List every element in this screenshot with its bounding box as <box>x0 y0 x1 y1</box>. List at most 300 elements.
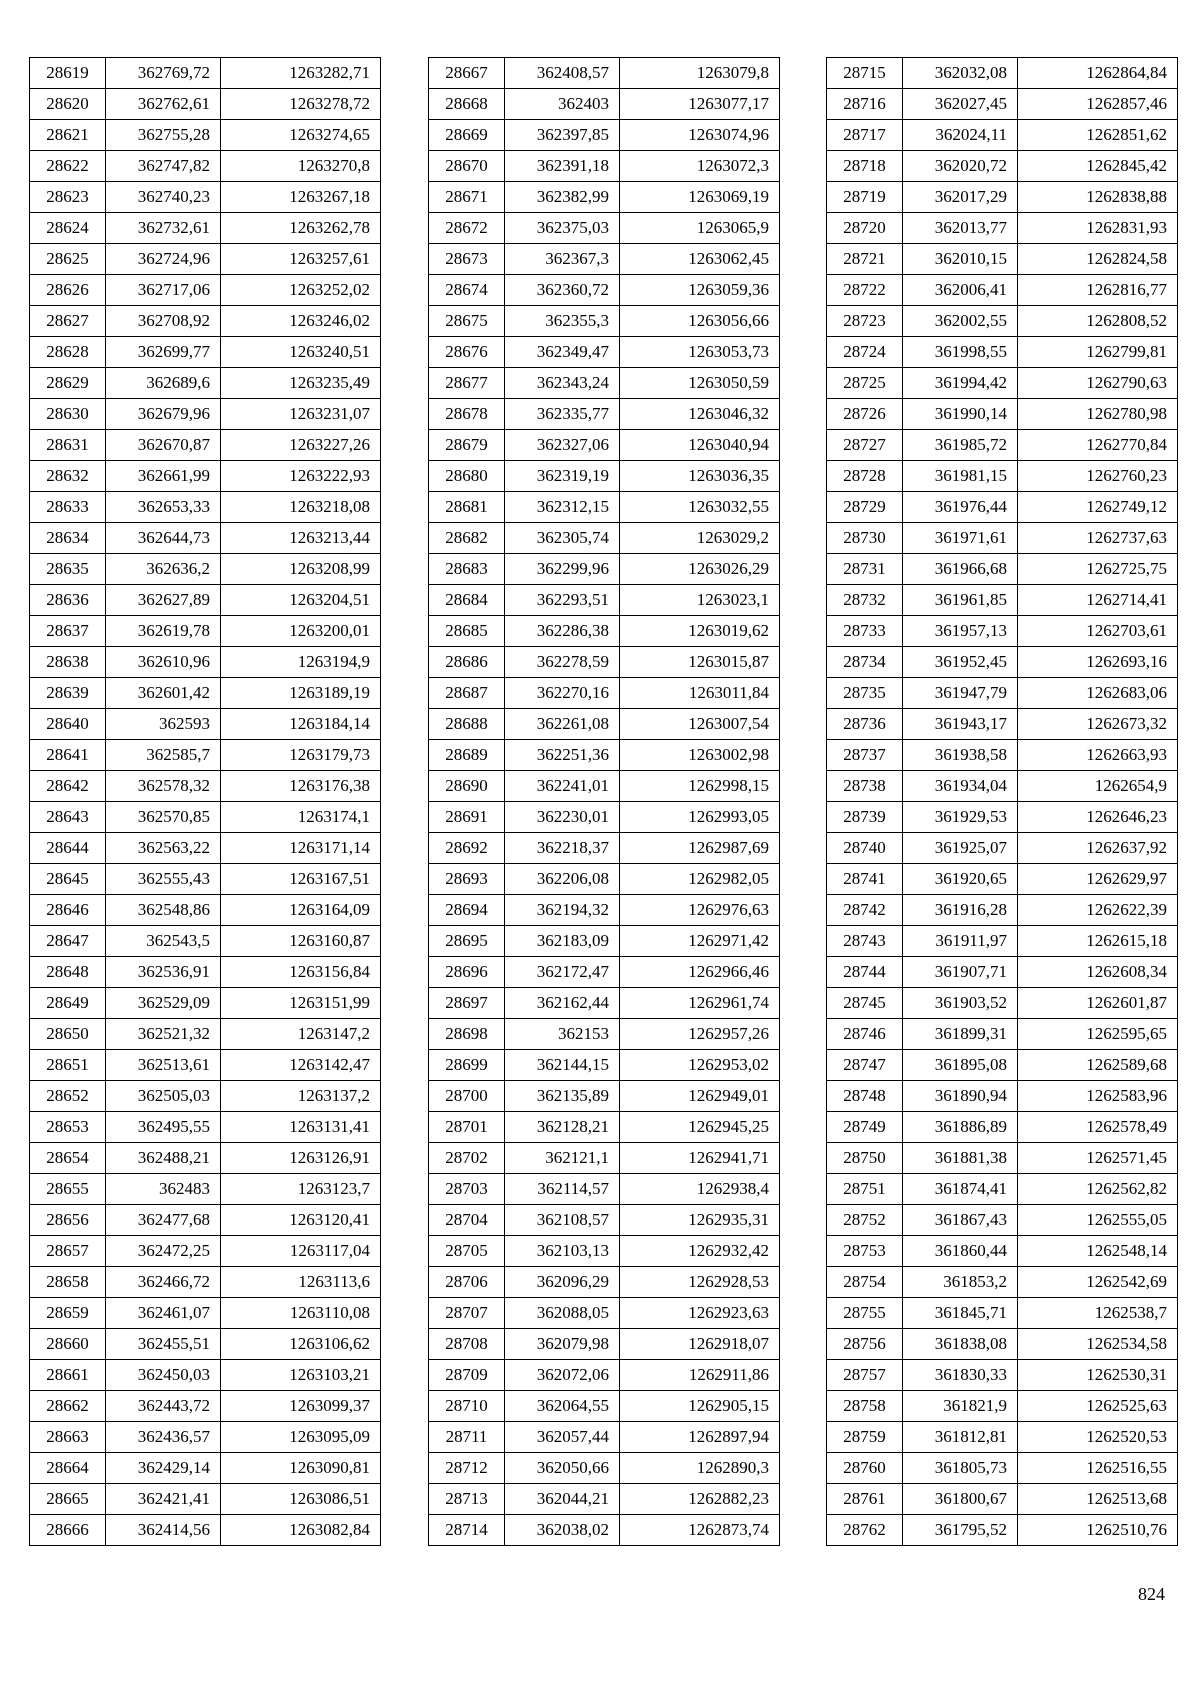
table-row <box>429 1050 780 1081</box>
x-coordinate-cell: 362172,47 <box>505 957 620 988</box>
x-coordinate-cell: 362610,96 <box>106 647 221 678</box>
x-coordinate-cell: 362555,43 <box>106 864 221 895</box>
x-coordinate-cell: 362020,72 <box>903 151 1018 182</box>
y-coordinate-cell: 1262555,05 <box>1018 1205 1178 1236</box>
x-coordinate-cell: 362548,86 <box>106 895 221 926</box>
table-row <box>827 957 1178 988</box>
table-row <box>30 1453 381 1484</box>
y-coordinate-cell: 1263117,04 <box>221 1236 381 1267</box>
y-coordinate-cell: 1262548,14 <box>1018 1236 1178 1267</box>
x-coordinate-cell: 362689,6 <box>106 368 221 399</box>
point-number-cell: 28736 <box>827 709 903 740</box>
point-number-cell: 28719 <box>827 182 903 213</box>
table-row <box>429 1329 780 1360</box>
table-row <box>30 926 381 957</box>
point-number-cell: 28746 <box>827 1019 903 1050</box>
point-number-cell: 28696 <box>429 957 505 988</box>
table-row <box>827 430 1178 461</box>
x-coordinate-cell: 362343,24 <box>505 368 620 399</box>
y-coordinate-cell: 1263123,7 <box>221 1174 381 1205</box>
table-row <box>30 244 381 275</box>
y-coordinate-cell: 1262949,01 <box>620 1081 780 1112</box>
x-coordinate-cell: 361821,9 <box>903 1391 1018 1422</box>
x-coordinate-cell: 362114,57 <box>505 1174 620 1205</box>
table-row <box>429 926 780 957</box>
y-coordinate-cell: 1262976,63 <box>620 895 780 926</box>
table-row <box>827 213 1178 244</box>
table-row <box>827 1205 1178 1236</box>
table-row <box>429 1019 780 1050</box>
point-number-cell: 28670 <box>429 151 505 182</box>
table-row <box>827 182 1178 213</box>
x-coordinate-cell: 361925,07 <box>903 833 1018 864</box>
table-row <box>827 244 1178 275</box>
point-number-cell: 28689 <box>429 740 505 771</box>
table-row <box>827 461 1178 492</box>
point-number-cell: 28741 <box>827 864 903 895</box>
x-coordinate-cell: 362017,29 <box>903 182 1018 213</box>
y-coordinate-cell: 1263110,08 <box>221 1298 381 1329</box>
x-coordinate-cell: 361860,44 <box>903 1236 1018 1267</box>
table-row <box>827 771 1178 802</box>
point-number-cell: 28622 <box>30 151 106 182</box>
x-coordinate-cell: 361805,73 <box>903 1453 1018 1484</box>
x-coordinate-cell: 362162,44 <box>505 988 620 1019</box>
x-coordinate-cell: 362044,21 <box>505 1484 620 1515</box>
table-row <box>429 523 780 554</box>
table-row <box>30 1174 381 1205</box>
y-coordinate-cell: 1262513,68 <box>1018 1484 1178 1515</box>
point-number-cell: 28728 <box>827 461 903 492</box>
y-coordinate-cell: 1263252,02 <box>221 275 381 306</box>
point-number-cell: 28627 <box>30 306 106 337</box>
table-row <box>827 926 1178 957</box>
y-coordinate-cell: 1263120,41 <box>221 1205 381 1236</box>
x-coordinate-cell: 362563,22 <box>106 833 221 864</box>
y-coordinate-cell: 1263235,49 <box>221 368 381 399</box>
y-coordinate-cell: 1262663,93 <box>1018 740 1178 771</box>
x-coordinate-cell: 361853,2 <box>903 1267 1018 1298</box>
x-coordinate-cell: 361966,68 <box>903 554 1018 585</box>
point-number-cell: 28760 <box>827 1453 903 1484</box>
point-number-cell: 28663 <box>30 1422 106 1453</box>
table-row <box>827 802 1178 833</box>
table-row <box>30 1360 381 1391</box>
x-coordinate-cell: 362128,21 <box>505 1112 620 1143</box>
x-coordinate-cell: 362505,03 <box>106 1081 221 1112</box>
x-coordinate-cell: 361994,42 <box>903 368 1018 399</box>
y-coordinate-cell: 1262703,61 <box>1018 616 1178 647</box>
table-row <box>827 709 1178 740</box>
y-coordinate-cell: 1262770,84 <box>1018 430 1178 461</box>
point-number-cell: 28745 <box>827 988 903 1019</box>
table-row <box>30 337 381 368</box>
y-coordinate-cell: 1262993,05 <box>620 802 780 833</box>
point-number-cell: 28732 <box>827 585 903 616</box>
point-number-cell: 28661 <box>30 1360 106 1391</box>
x-coordinate-cell: 362057,44 <box>505 1422 620 1453</box>
point-number-cell: 28754 <box>827 1267 903 1298</box>
y-coordinate-cell: 1262615,18 <box>1018 926 1178 957</box>
point-number-cell: 28715 <box>827 58 903 89</box>
y-coordinate-cell: 1263036,35 <box>620 461 780 492</box>
table-row <box>429 1205 780 1236</box>
x-coordinate-cell: 362038,02 <box>505 1515 620 1546</box>
x-coordinate-cell: 362578,32 <box>106 771 221 802</box>
x-coordinate-cell: 362414,56 <box>106 1515 221 1546</box>
table-row <box>429 802 780 833</box>
table-row <box>429 1360 780 1391</box>
table-row <box>30 802 381 833</box>
x-coordinate-cell: 362732,61 <box>106 213 221 244</box>
y-coordinate-cell: 1263137,2 <box>221 1081 381 1112</box>
x-coordinate-cell: 361929,53 <box>903 802 1018 833</box>
x-coordinate-cell: 362543,5 <box>106 926 221 957</box>
table-row <box>30 1391 381 1422</box>
x-coordinate-cell: 362251,36 <box>505 740 620 771</box>
y-coordinate-cell: 1263029,2 <box>620 523 780 554</box>
y-coordinate-cell: 1262760,23 <box>1018 461 1178 492</box>
point-number-cell: 28649 <box>30 988 106 1019</box>
point-number-cell: 28651 <box>30 1050 106 1081</box>
point-number-cell: 28757 <box>827 1360 903 1391</box>
y-coordinate-cell: 1263007,54 <box>620 709 780 740</box>
point-number-cell: 28749 <box>827 1112 903 1143</box>
table-row <box>827 1112 1178 1143</box>
x-coordinate-cell: 362153 <box>505 1019 620 1050</box>
y-coordinate-cell: 1262882,23 <box>620 1484 780 1515</box>
table-row <box>827 1484 1178 1515</box>
x-coordinate-cell: 362218,37 <box>505 833 620 864</box>
coordinate-table-1 <box>29 57 381 1546</box>
x-coordinate-cell: 362466,72 <box>106 1267 221 1298</box>
y-coordinate-cell: 1263167,51 <box>221 864 381 895</box>
x-coordinate-cell: 362103,13 <box>505 1236 620 1267</box>
point-number-cell: 28699 <box>429 1050 505 1081</box>
table-row <box>827 1453 1178 1484</box>
point-number-cell: 28729 <box>827 492 903 523</box>
point-number-cell: 28685 <box>429 616 505 647</box>
y-coordinate-cell: 1263023,1 <box>620 585 780 616</box>
table-row <box>429 1484 780 1515</box>
y-coordinate-cell: 1262918,07 <box>620 1329 780 1360</box>
point-number-cell: 28684 <box>429 585 505 616</box>
x-coordinate-cell: 362367,3 <box>505 244 620 275</box>
y-coordinate-cell: 1263184,14 <box>221 709 381 740</box>
y-coordinate-cell: 1263270,8 <box>221 151 381 182</box>
table-row <box>30 182 381 213</box>
y-coordinate-cell: 1262923,63 <box>620 1298 780 1329</box>
y-coordinate-cell: 1262510,76 <box>1018 1515 1178 1546</box>
y-coordinate-cell: 1263262,78 <box>221 213 381 244</box>
table-row <box>429 1112 780 1143</box>
y-coordinate-cell: 1263002,98 <box>620 740 780 771</box>
x-coordinate-cell: 361800,67 <box>903 1484 1018 1515</box>
table-row <box>429 275 780 306</box>
table-row <box>30 957 381 988</box>
point-number-cell: 28668 <box>429 89 505 120</box>
x-coordinate-cell: 361952,45 <box>903 647 1018 678</box>
y-coordinate-cell: 1262601,87 <box>1018 988 1178 1019</box>
table-row <box>30 740 381 771</box>
y-coordinate-cell: 1263074,96 <box>620 120 780 151</box>
point-number-cell: 28693 <box>429 864 505 895</box>
table-row <box>429 957 780 988</box>
point-number-cell: 28753 <box>827 1236 903 1267</box>
table-row <box>30 1112 381 1143</box>
y-coordinate-cell: 1262749,12 <box>1018 492 1178 523</box>
point-number-cell: 28737 <box>827 740 903 771</box>
table-row <box>30 1081 381 1112</box>
table-row <box>429 678 780 709</box>
table-row <box>429 864 780 895</box>
table-row <box>827 895 1178 926</box>
y-coordinate-cell: 1263204,51 <box>221 585 381 616</box>
x-coordinate-cell: 361845,71 <box>903 1298 1018 1329</box>
table-row <box>429 1267 780 1298</box>
x-coordinate-cell: 362472,25 <box>106 1236 221 1267</box>
x-coordinate-cell: 362627,89 <box>106 585 221 616</box>
y-coordinate-cell: 1263056,66 <box>620 306 780 337</box>
point-number-cell: 28637 <box>30 616 106 647</box>
x-coordinate-cell: 362477,68 <box>106 1205 221 1236</box>
y-coordinate-cell: 1263059,36 <box>620 275 780 306</box>
point-number-cell: 28647 <box>30 926 106 957</box>
table-row <box>827 1081 1178 1112</box>
point-number-cell: 28714 <box>429 1515 505 1546</box>
table-row <box>827 1143 1178 1174</box>
point-number-cell: 28626 <box>30 275 106 306</box>
table-row <box>827 1515 1178 1546</box>
table-row <box>429 461 780 492</box>
point-number-cell: 28730 <box>827 523 903 554</box>
y-coordinate-cell: 1263040,94 <box>620 430 780 461</box>
point-number-cell: 28720 <box>827 213 903 244</box>
x-coordinate-cell: 362461,07 <box>106 1298 221 1329</box>
y-coordinate-cell: 1262905,15 <box>620 1391 780 1422</box>
x-coordinate-cell: 362312,15 <box>505 492 620 523</box>
y-coordinate-cell: 1262816,77 <box>1018 275 1178 306</box>
y-coordinate-cell: 1262845,42 <box>1018 151 1178 182</box>
table-row <box>827 306 1178 337</box>
point-number-cell: 28717 <box>827 120 903 151</box>
table-row <box>429 1298 780 1329</box>
point-number-cell: 28658 <box>30 1267 106 1298</box>
x-coordinate-cell: 361890,94 <box>903 1081 1018 1112</box>
table-row <box>429 1515 780 1546</box>
point-number-cell: 28673 <box>429 244 505 275</box>
table-row <box>30 1484 381 1515</box>
y-coordinate-cell: 1262578,49 <box>1018 1112 1178 1143</box>
table-row <box>429 616 780 647</box>
point-number-cell: 28634 <box>30 523 106 554</box>
x-coordinate-cell: 362261,08 <box>505 709 620 740</box>
x-coordinate-cell: 361934,04 <box>903 771 1018 802</box>
x-coordinate-cell: 362570,85 <box>106 802 221 833</box>
point-number-cell: 28619 <box>30 58 106 89</box>
table-row <box>429 988 780 1019</box>
table-row <box>429 244 780 275</box>
x-coordinate-cell: 362072,06 <box>505 1360 620 1391</box>
y-coordinate-cell: 1263082,84 <box>221 1515 381 1546</box>
point-number-cell: 28677 <box>429 368 505 399</box>
table-row <box>827 1360 1178 1391</box>
point-number-cell: 28724 <box>827 337 903 368</box>
x-coordinate-cell: 361938,58 <box>903 740 1018 771</box>
x-coordinate-cell: 362699,77 <box>106 337 221 368</box>
y-coordinate-cell: 1262831,93 <box>1018 213 1178 244</box>
table-row <box>827 368 1178 399</box>
point-number-cell: 28682 <box>429 523 505 554</box>
y-coordinate-cell: 1262673,32 <box>1018 709 1178 740</box>
point-number-cell: 28653 <box>30 1112 106 1143</box>
point-number-cell: 28740 <box>827 833 903 864</box>
y-coordinate-cell: 1262534,58 <box>1018 1329 1178 1360</box>
point-number-cell: 28635 <box>30 554 106 585</box>
point-number-cell: 28679 <box>429 430 505 461</box>
y-coordinate-cell: 1262646,23 <box>1018 802 1178 833</box>
table-row <box>827 399 1178 430</box>
point-number-cell: 28641 <box>30 740 106 771</box>
table-row <box>30 1205 381 1236</box>
y-coordinate-cell: 1262953,02 <box>620 1050 780 1081</box>
x-coordinate-cell: 362429,14 <box>106 1453 221 1484</box>
table-row <box>30 895 381 926</box>
table-row <box>30 151 381 182</box>
y-coordinate-cell: 1263095,09 <box>221 1422 381 1453</box>
y-coordinate-cell: 1263174,1 <box>221 802 381 833</box>
point-number-cell: 28752 <box>827 1205 903 1236</box>
x-coordinate-cell: 362421,41 <box>106 1484 221 1515</box>
point-number-cell: 28743 <box>827 926 903 957</box>
x-coordinate-cell: 361916,28 <box>903 895 1018 926</box>
x-coordinate-cell: 362270,16 <box>505 678 620 709</box>
x-coordinate-cell: 362708,92 <box>106 306 221 337</box>
x-coordinate-cell: 362443,72 <box>106 1391 221 1422</box>
x-coordinate-cell: 362327,06 <box>505 430 620 461</box>
point-number-cell: 28671 <box>429 182 505 213</box>
point-number-cell: 28630 <box>30 399 106 430</box>
y-coordinate-cell: 1263019,62 <box>620 616 780 647</box>
y-coordinate-cell: 1262780,98 <box>1018 399 1178 430</box>
table-row <box>429 306 780 337</box>
point-number-cell: 28710 <box>429 1391 505 1422</box>
x-coordinate-cell: 362488,21 <box>106 1143 221 1174</box>
point-number-cell: 28650 <box>30 1019 106 1050</box>
y-coordinate-cell: 1262693,16 <box>1018 647 1178 678</box>
table-row <box>827 647 1178 678</box>
x-coordinate-cell: 362305,74 <box>505 523 620 554</box>
y-coordinate-cell: 1263222,93 <box>221 461 381 492</box>
point-number-cell: 28667 <box>429 58 505 89</box>
x-coordinate-cell: 362436,57 <box>106 1422 221 1453</box>
table-row <box>827 585 1178 616</box>
x-coordinate-cell: 362408,57 <box>505 58 620 89</box>
point-number-cell: 28721 <box>827 244 903 275</box>
y-coordinate-cell: 1263086,51 <box>221 1484 381 1515</box>
y-coordinate-cell: 1263147,2 <box>221 1019 381 1050</box>
table-row <box>429 58 780 89</box>
y-coordinate-cell: 1262583,96 <box>1018 1081 1178 1112</box>
table-row <box>429 647 780 678</box>
y-coordinate-cell: 1263246,02 <box>221 306 381 337</box>
y-coordinate-cell: 1263032,55 <box>620 492 780 523</box>
y-coordinate-cell: 1263072,3 <box>620 151 780 182</box>
y-coordinate-cell: 1263156,84 <box>221 957 381 988</box>
table-row <box>30 647 381 678</box>
point-number-cell: 28646 <box>30 895 106 926</box>
y-coordinate-cell: 1263065,9 <box>620 213 780 244</box>
point-number-cell: 28644 <box>30 833 106 864</box>
x-coordinate-cell: 362206,08 <box>505 864 620 895</box>
point-number-cell: 28758 <box>827 1391 903 1422</box>
x-coordinate-cell: 362108,57 <box>505 1205 620 1236</box>
point-number-cell: 28750 <box>827 1143 903 1174</box>
point-number-cell: 28687 <box>429 678 505 709</box>
y-coordinate-cell: 1263240,51 <box>221 337 381 368</box>
point-number-cell: 28638 <box>30 647 106 678</box>
x-coordinate-cell: 362661,99 <box>106 461 221 492</box>
table-row <box>30 89 381 120</box>
y-coordinate-cell: 1263026,29 <box>620 554 780 585</box>
point-number-cell: 28678 <box>429 399 505 430</box>
x-coordinate-cell: 362002,55 <box>903 306 1018 337</box>
point-number-cell: 28712 <box>429 1453 505 1484</box>
point-number-cell: 28734 <box>827 647 903 678</box>
point-number-cell: 28657 <box>30 1236 106 1267</box>
y-coordinate-cell: 1262957,26 <box>620 1019 780 1050</box>
y-coordinate-cell: 1263046,32 <box>620 399 780 430</box>
table-row <box>827 1422 1178 1453</box>
point-number-cell: 28709 <box>429 1360 505 1391</box>
y-coordinate-cell: 1262608,34 <box>1018 957 1178 988</box>
x-coordinate-cell: 361830,33 <box>903 1360 1018 1391</box>
x-coordinate-cell: 362747,82 <box>106 151 221 182</box>
coordinate-table-3 <box>826 57 1178 1546</box>
x-coordinate-cell: 362653,33 <box>106 492 221 523</box>
point-number-cell: 28700 <box>429 1081 505 1112</box>
y-coordinate-cell: 1263126,91 <box>221 1143 381 1174</box>
point-number-cell: 28620 <box>30 89 106 120</box>
x-coordinate-cell: 362050,66 <box>505 1453 620 1484</box>
y-coordinate-cell: 1263050,59 <box>620 368 780 399</box>
point-number-cell: 28672 <box>429 213 505 244</box>
point-number-cell: 28747 <box>827 1050 903 1081</box>
table-row <box>827 1236 1178 1267</box>
point-number-cell: 28676 <box>429 337 505 368</box>
y-coordinate-cell: 1263069,19 <box>620 182 780 213</box>
x-coordinate-cell: 361911,97 <box>903 926 1018 957</box>
y-coordinate-cell: 1262982,05 <box>620 864 780 895</box>
point-number-cell: 28733 <box>827 616 903 647</box>
x-coordinate-cell: 361981,15 <box>903 461 1018 492</box>
x-coordinate-cell: 362293,51 <box>505 585 620 616</box>
y-coordinate-cell: 1262966,46 <box>620 957 780 988</box>
point-number-cell: 28698 <box>429 1019 505 1050</box>
x-coordinate-cell: 362032,08 <box>903 58 1018 89</box>
point-number-cell: 28694 <box>429 895 505 926</box>
y-coordinate-cell: 1262938,4 <box>620 1174 780 1205</box>
y-coordinate-cell: 1263011,84 <box>620 678 780 709</box>
table-row <box>827 492 1178 523</box>
y-coordinate-cell: 1263103,21 <box>221 1360 381 1391</box>
x-coordinate-cell: 361795,52 <box>903 1515 1018 1546</box>
x-coordinate-cell: 362717,06 <box>106 275 221 306</box>
x-coordinate-cell: 362194,32 <box>505 895 620 926</box>
table-row <box>827 678 1178 709</box>
x-coordinate-cell: 361971,61 <box>903 523 1018 554</box>
y-coordinate-cell: 1262595,65 <box>1018 1019 1178 1050</box>
